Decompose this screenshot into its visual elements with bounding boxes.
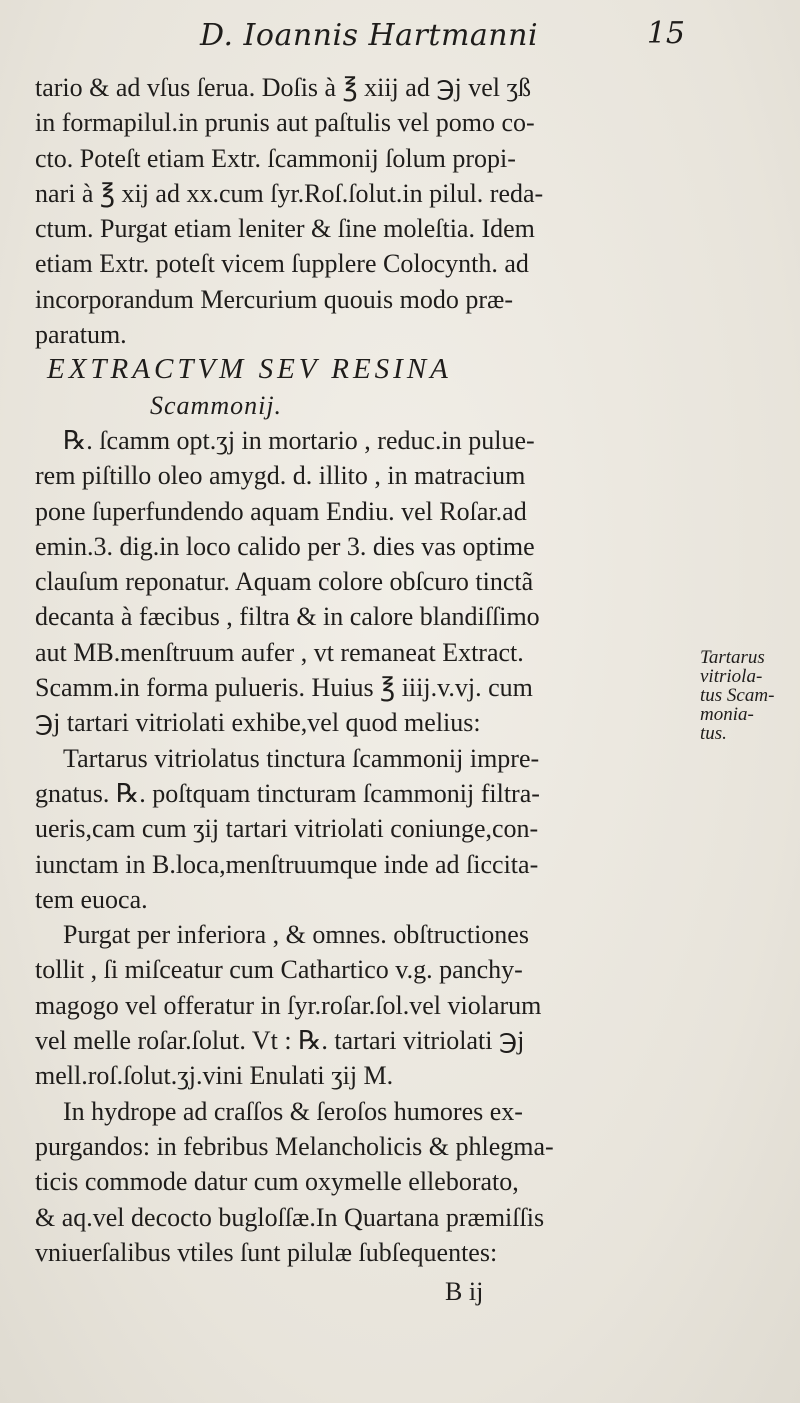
text-line: tollit , ſi miſceatur cum Cathartico v.g. panchy- — [35, 955, 523, 985]
text-line: ctum. Purgat etiam leniter & ſine moleſtia. Idem — [35, 214, 535, 244]
section-heading: EXTRACTVM SEV RESINA — [47, 353, 452, 386]
text-line: emin.3. dig.in loco calido per 3. dies vas optime — [35, 531, 535, 561]
text-line: paratum. — [35, 320, 127, 350]
text-line: gnatus. ℞. poſtquam tincturam ſcammonij filtra- — [35, 778, 540, 808]
text-line: vel melle roſar.ſolut. Vt : ℞. tartari vitriolati ℈j — [35, 1026, 525, 1056]
signature-mark: B ij — [445, 1277, 484, 1307]
text-line: incorporandum Mercurium quouis modo præ- — [35, 284, 514, 314]
text-line: decanta à fæcibus , filtra & in calore blandiſſimo — [35, 602, 540, 632]
text-line: etiam Extr. poteſt vicem ſupplere Colocynth. ad — [35, 249, 529, 279]
text-line: ℈j tartari vitriolati exhibe,vel quod melius: — [35, 708, 481, 738]
margin-note-line: monia- — [700, 704, 754, 725]
text-line: ticis commode datur cum oxymelle elleborato, — [35, 1167, 519, 1197]
margin-note-line: tus. — [700, 723, 727, 744]
text-line: rem piſtillo oleo amygd. d. illito , in matracium — [35, 461, 526, 491]
text-line: Purgat per inferiora , & omnes. obſtructiones — [63, 920, 529, 950]
text-line: vniuerſalibus vtiles ſunt pilulæ ſubſequentes: — [35, 1237, 498, 1267]
text-line: nari à ℥ xij ad xx.cum ſyr.Roſ.ſolut.in pilul. reda- — [35, 178, 544, 208]
text-line: iunctam in B.loca,menſtruumque inde ad ſiccita- — [35, 849, 539, 879]
text-line: Tartarus vitriolatus tinctura ſcammonij impre- — [63, 743, 540, 773]
text-line: mell.roſ.ſolut.ʒj.vini Enulati ʒij M. — [35, 1061, 394, 1091]
text-line: tario & ad vſus ſerua. Doſis à ℥ xiij ad ℈j vel ʒß — [35, 73, 532, 102]
running-title: D. Ioannis Hartmanni — [200, 18, 539, 53]
text-line: aut MB.menſtruum aufer , vt remaneat Extract. — [35, 637, 524, 667]
text-line: cto. Poteſt etiam Extr. ſcammonij ſolum propi- — [35, 143, 516, 173]
margin-note-line: Tartarus — [700, 647, 765, 668]
text-line: In hydrope ad craſſos & ſeroſos humores ex- — [63, 1096, 523, 1126]
text-line: clauſum reponatur. Aquam colore obſcuro tinctã — [35, 567, 534, 597]
text-line: magogo vel offeratur in ſyr.roſar.ſol.vel violarum — [35, 990, 542, 1020]
body-text — [35, 70, 725, 1309]
page-number: 15 — [646, 16, 685, 51]
text-line: & aq.vel decocto bugloſſæ.In Quartana præmiſſis — [35, 1202, 545, 1232]
margin-note-line: vitriola- — [700, 666, 763, 687]
margin-note — [700, 648, 795, 743]
text-line: ℞. ſcamm opt.ʒj in mortario , reduc.in pulue- — [63, 425, 535, 455]
text-line: in formapilul.in prunis aut paſtulis vel pomo co- — [35, 108, 535, 138]
text-line: Scamm.in forma pulueris. Huius ℥ iiij.v.vj. cum — [35, 673, 533, 703]
section-subheading: Scammonij. — [150, 390, 283, 420]
text-line: tem euoca. — [35, 884, 148, 914]
margin-note-line: tus Scam- — [700, 685, 775, 706]
text-line: purgandos: in febribus Melancholicis & phlegma- — [35, 1131, 554, 1161]
text-line: pone ſuperfundendo aquam Endiu. vel Roſar.ad — [35, 496, 527, 526]
text-line: ueris,cam cum ʒij tartari vitriolati coniunge,con- — [35, 814, 539, 844]
